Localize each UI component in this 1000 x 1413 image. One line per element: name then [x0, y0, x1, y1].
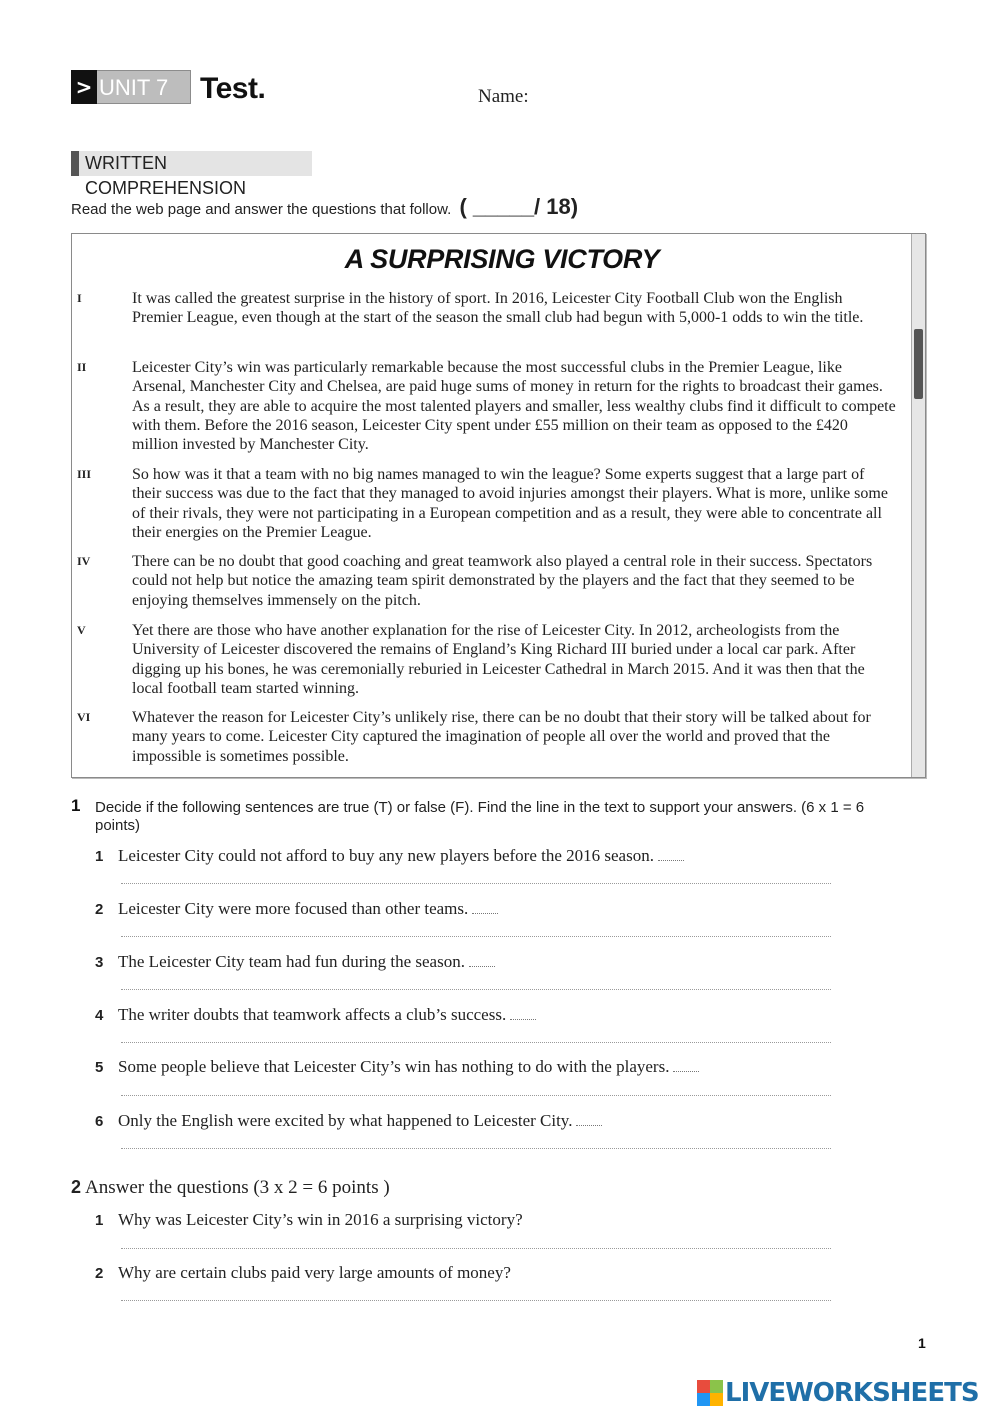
paragraph-number: V — [77, 623, 86, 637]
answer-line[interactable] — [121, 1095, 831, 1096]
item-number: 2 — [95, 901, 104, 918]
scrollbar-thumb[interactable] — [914, 329, 923, 399]
paragraph-number: III — [77, 467, 92, 481]
paragraph-number: II — [77, 360, 87, 374]
logo-cell — [697, 1393, 710, 1406]
article-title: A SURPRISING VICTORY — [344, 244, 660, 274]
logo-cell — [710, 1393, 723, 1406]
logo-cell — [710, 1380, 723, 1393]
answer-line[interactable] — [121, 1148, 831, 1149]
paragraph-number: I — [77, 291, 82, 305]
article-panel — [71, 233, 926, 778]
test-title: Test. — [200, 72, 266, 105]
question-number: 1 — [71, 796, 81, 815]
paragraph-number: IV — [77, 554, 91, 568]
item-number: 4 — [95, 1007, 104, 1024]
paragraph-text: Whatever the reason for Leicester City’s unlikely rise, there can be no doubt that their story will be talked about for many years to come. Leicester City captured the imagination of people all over the world and proved that the impossible is sometimes possible. — [132, 709, 871, 765]
item-text: Only the English were excited by what happened to Leicester City. — [118, 1111, 602, 1131]
paragraph-text: So how was it that a team with no big names managed to win the league? Some experts suggest that a large part of their success was due to the fact that they managed to avoid injuries amongst their players. What is more, unlike some of their rivals, they were not participating in a European competition and as a result, they were able to concentrate all their energies on the Premier League. — [132, 466, 888, 541]
reading-instruction — [71, 194, 578, 220]
paragraph-text: Leicester City’s win was particularly remarkable because the most successful clubs in the Premier League, like Arsenal, Manchester City and Chelsea, are paid huge sums of money in return for the rights to broadcast their games. As a result, they are able to acquire the most talented players and smaller, less wealthy clubs find it difficult to compete with them. Before the 2016 season, Leicester City spent under £55 million on their team as opposed to the £420 million invested by Manchester City. — [132, 359, 896, 454]
section-title: WRITTEN COMPREHENSION — [71, 151, 312, 176]
answer-line[interactable] — [121, 1248, 831, 1249]
item-text: Leicester City could not afford to buy any new players before the 2016 season. — [118, 846, 684, 866]
tf-answer-blank[interactable] — [469, 966, 495, 967]
brand-name: LIVEWORKSHEETS — [725, 1378, 979, 1408]
paragraph-text: Yet there are those who have another explanation for the rise of Leicester City. In 2012, archeologists from the University of Leicester discovered the remains of England’s King Richard III buried under a local car park. After digging up his bones, he was ceremonially reburied in Leicester Cathedral in March 2015. And it was then that the local football team started winning. — [132, 622, 865, 697]
tf-answer-blank[interactable] — [510, 1019, 536, 1020]
liveworksheets-brand[interactable] — [697, 1378, 979, 1408]
item-text: Leicester City were more focused than other teams. — [118, 899, 498, 919]
tf-answer-blank[interactable] — [472, 913, 498, 914]
instruction-text: Read the web page and answer the questions that follow. — [71, 201, 452, 218]
answer-line[interactable] — [121, 883, 831, 884]
paragraph-number: VI — [77, 710, 91, 724]
logo-cell — [697, 1380, 710, 1393]
page-number: 1 — [918, 1335, 926, 1351]
score-total: ( _____/ 18) — [459, 194, 579, 219]
tf-answer-blank[interactable] — [673, 1071, 699, 1072]
question-instruction: Decide if the following sentences are true (T) or false (F). Find the line in the text to support your answers. (6 x 1 = 6 points) — [95, 799, 865, 834]
item-number: 1 — [95, 848, 104, 865]
item-number: 6 — [95, 1113, 104, 1130]
article-scrollbar[interactable] — [911, 234, 925, 777]
tf-answer-blank[interactable] — [576, 1125, 602, 1126]
answer-line[interactable] — [121, 936, 831, 937]
item-text: The writer doubts that teamwork affects a club’s success. — [118, 1005, 536, 1025]
unit-badge — [71, 70, 191, 104]
item-text: Why are certain clubs paid very large amounts of money? — [118, 1263, 511, 1282]
item-number: 1 — [95, 1212, 104, 1229]
paragraph-text: There can be no doubt that good coaching and great teamwork also played a central role in their success. Spectators could not help but notice the amazing team spirit demonstrated by the players and the fact that they seemed to be enjoying themselves immensely on the pitch. — [132, 553, 873, 609]
item-text: Some people believe that Leicester City’s win has nothing to do with the players. — [118, 1057, 699, 1077]
item-number: 5 — [95, 1059, 104, 1076]
answer-line[interactable] — [121, 1042, 831, 1043]
item-number: 3 — [95, 954, 104, 971]
liveworksheets-logo-icon — [697, 1380, 723, 1406]
chevron-right-icon: > — [71, 70, 97, 104]
answer-line[interactable] — [121, 1300, 831, 1301]
unit-label: UNIT 7 — [97, 70, 191, 104]
question-number: 2 — [71, 1177, 82, 1197]
name-label: Name: — [478, 86, 529, 107]
answer-line[interactable] — [121, 989, 831, 990]
question-instruction: Answer the questions (3 x 2 = 6 points ) — [85, 1177, 390, 1198]
item-number: 2 — [95, 1265, 104, 1282]
paragraph-text: It was called the greatest surprise in the history of sport. In 2016, Leicester City Football Club won the English Premier League, even though at the start of the season the small club had begun with 5,000-1 odds to win the title. — [132, 290, 864, 327]
question-2-header — [71, 1177, 390, 1199]
item-text: Why was Leicester City’s win in 2016 a surprising victory? — [118, 1210, 523, 1229]
tf-answer-blank[interactable] — [658, 860, 684, 861]
item-text: The Leicester City team had fun during the season. — [118, 952, 495, 972]
